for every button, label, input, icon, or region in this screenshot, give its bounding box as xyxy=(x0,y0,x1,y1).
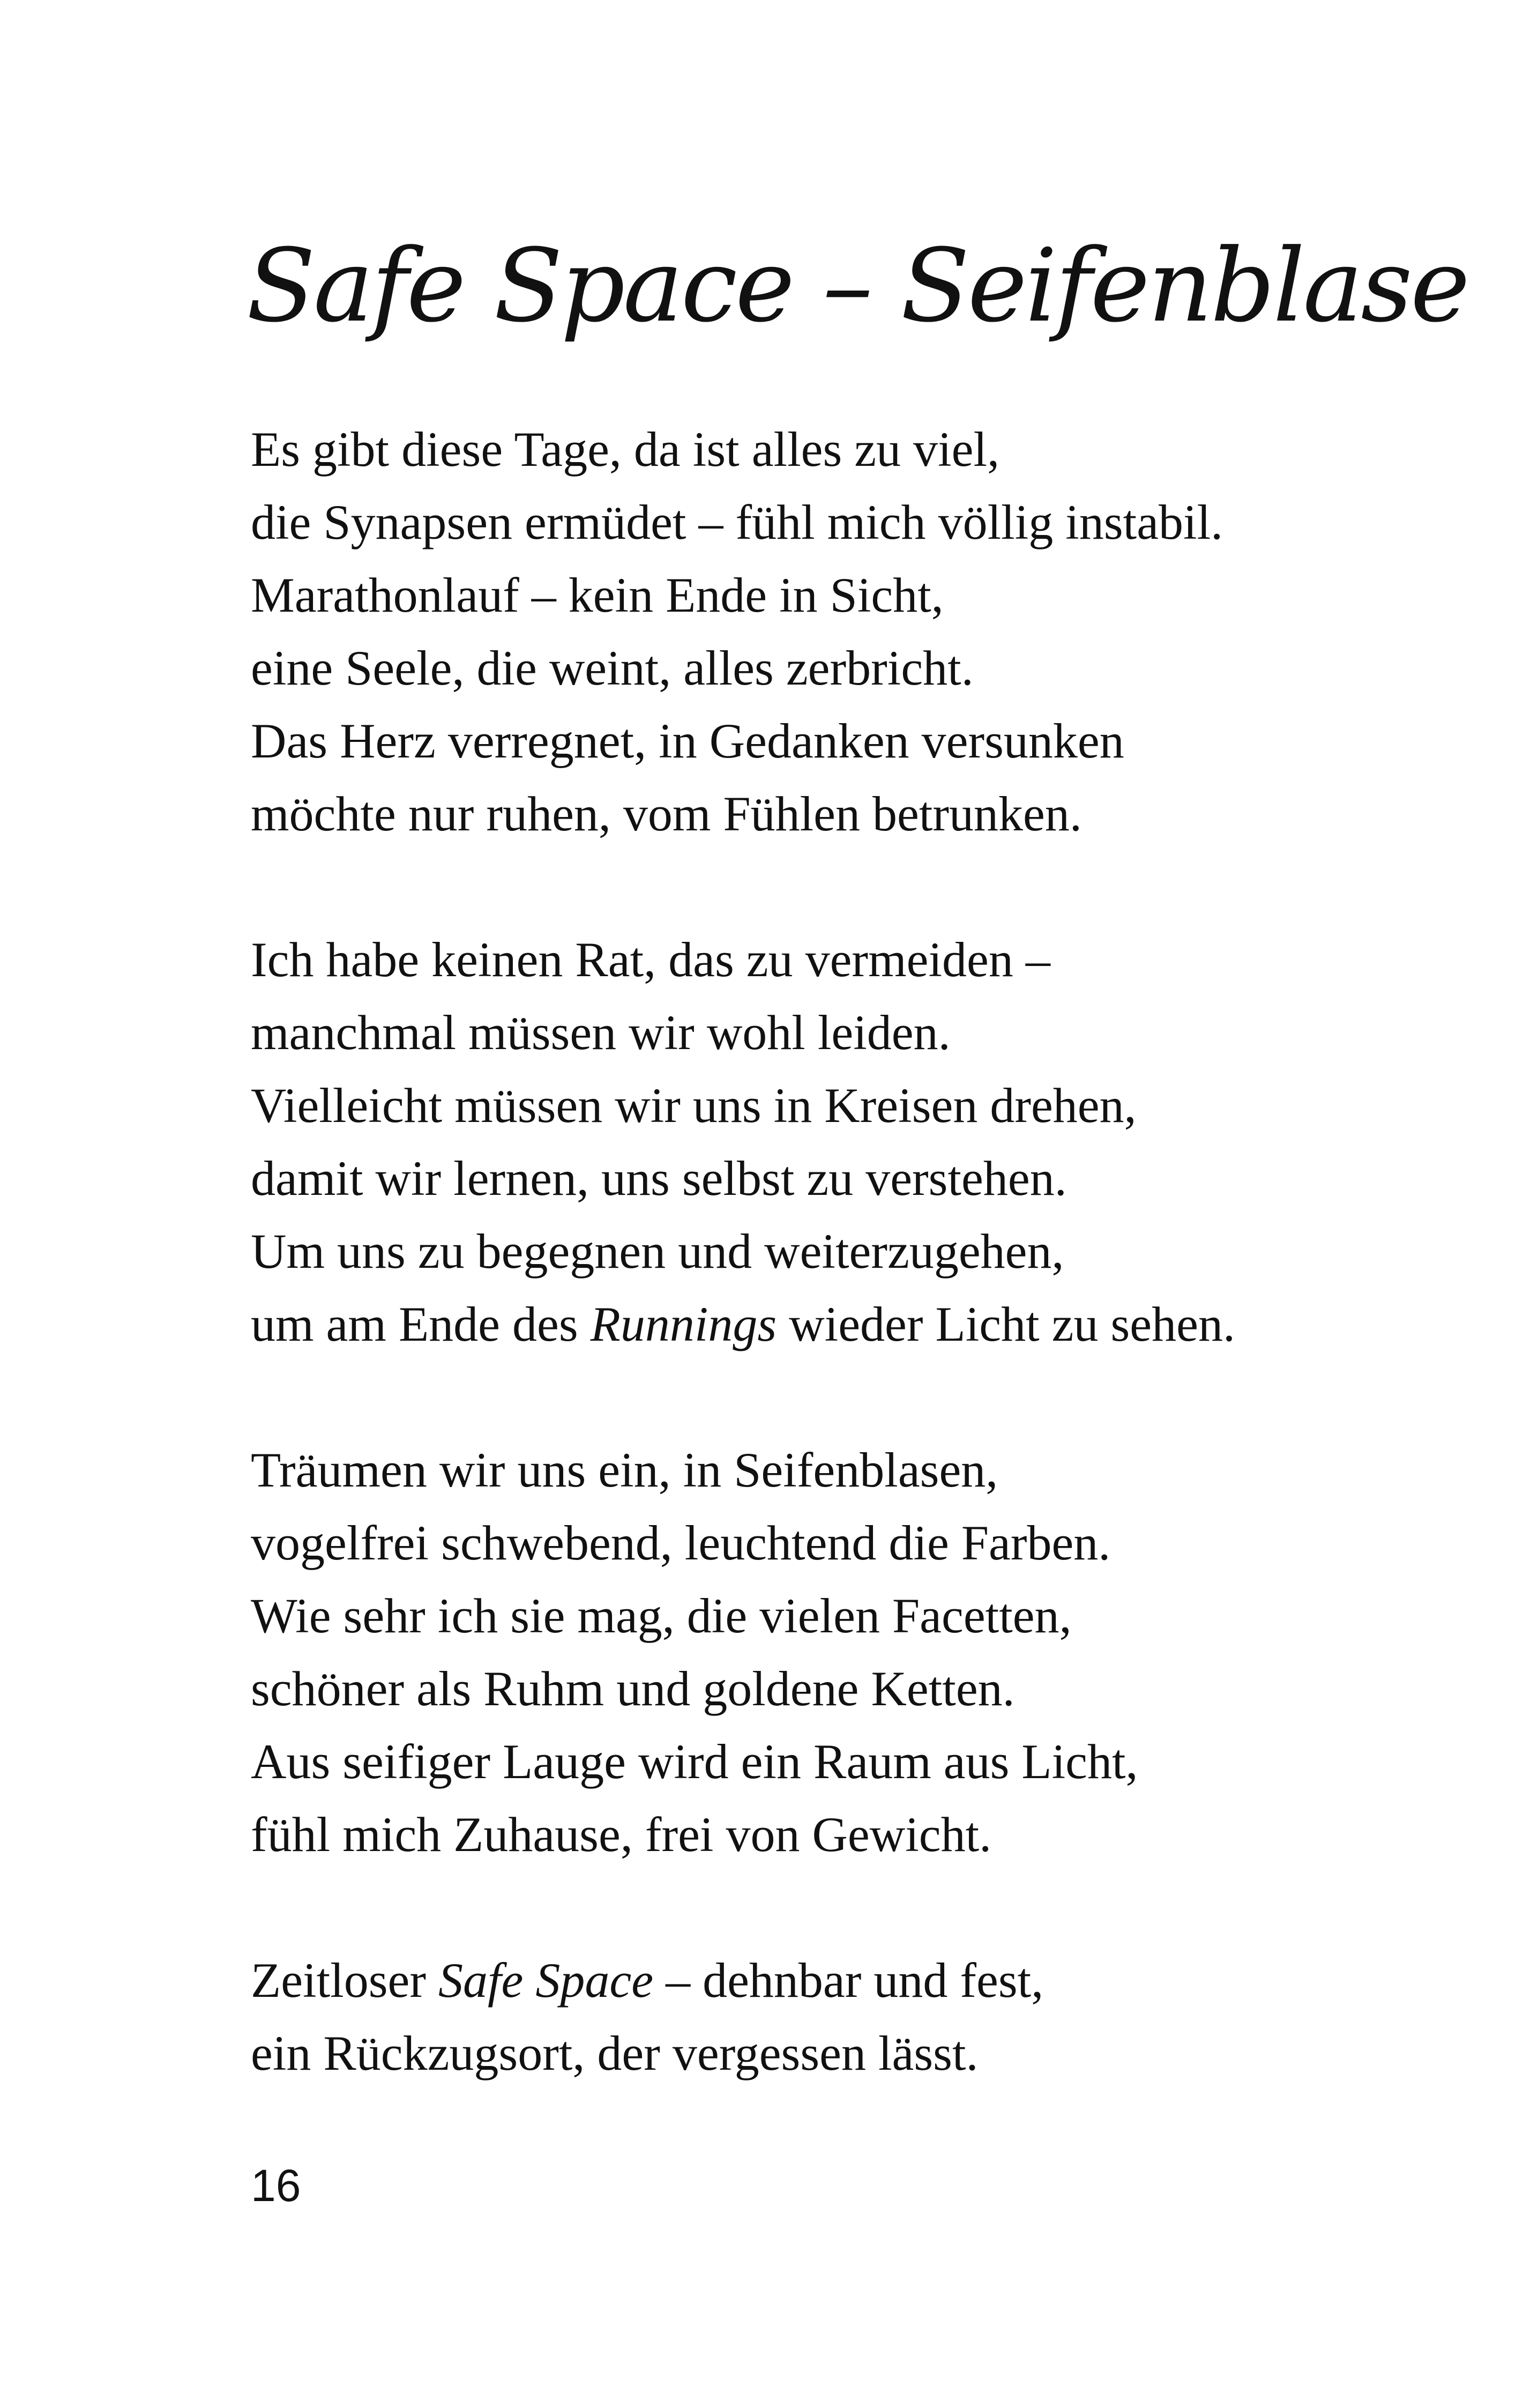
poem-line: Vielleicht müssen wir uns in Kreisen drehen, xyxy=(251,1078,1137,1133)
poem-line: Um uns zu begegnen und weiterzugehen, xyxy=(251,1224,1064,1279)
stanza xyxy=(251,1433,1235,1871)
poem-line: Marathonlauf – kein Ende in Sicht, xyxy=(251,568,944,622)
poem-line: fühl mich Zuhause, frei von Gewicht. xyxy=(251,1807,992,1862)
poem-line: um am Ende des Runnings wieder Licht zu sehen. xyxy=(251,1297,1235,1351)
italic-word: Safe Space xyxy=(438,1953,654,2008)
poem-line: Ich habe keinen Rat, das zu vermeiden – xyxy=(251,932,1050,987)
poem-line: vogelfrei schwebend, leuchtend die Farben. xyxy=(251,1515,1111,1570)
poem-body xyxy=(251,413,1235,2162)
poem-line: ein Rückzugsort, der vergessen lässt. xyxy=(251,2026,979,2080)
poem-line: Es gibt diese Tage, da ist alles zu viel, xyxy=(251,422,1000,477)
poem-line: Aus seifiger Lauge wird ein Raum aus Licht, xyxy=(251,1734,1138,1789)
poem-line: damit wir lernen, uns selbst zu verstehen. xyxy=(251,1151,1067,1206)
italic-word: Runnings xyxy=(590,1297,777,1351)
stanza xyxy=(251,1944,1235,2090)
poem-line: eine Seele, die weint, alles zerbricht. xyxy=(251,641,974,695)
stanza xyxy=(251,923,1235,1361)
poem-line: möchte nur ruhen, vom Fühlen betrunken. xyxy=(251,786,1082,841)
poem-line: Träumen wir uns ein, in Seifenblasen, xyxy=(251,1443,998,1497)
poem-title: Safe Space – Seifenblase xyxy=(247,227,1468,345)
poem-line: manchmal müssen wir wohl leiden. xyxy=(251,1005,951,1060)
poem-line: Zeitloser Safe Space – dehnbar und fest, xyxy=(251,1953,1044,2008)
poem-line: Wie sehr ich sie mag, die vielen Facetten, xyxy=(251,1588,1072,1643)
poem-line: schöner als Ruhm und goldene Ketten. xyxy=(251,1661,1015,1716)
page-number: 16 xyxy=(251,2160,301,2211)
poem-line: die Synapsen ermüdet – fühl mich völlig instabil. xyxy=(251,495,1223,549)
stanza xyxy=(251,413,1235,850)
poem-line: Das Herz verregnet, in Gedanken versunken xyxy=(251,714,1124,768)
